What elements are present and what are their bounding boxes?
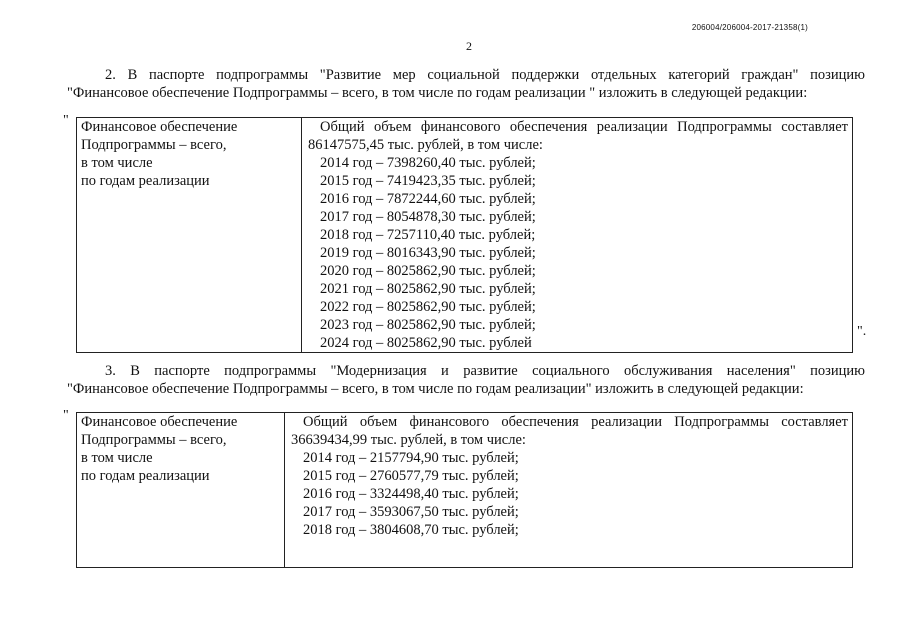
section2-year-line: 2020 год – 8025862,90 тыс. рублей; bbox=[320, 263, 536, 279]
section3-year-line: 2015 год – 2760577,79 тыс. рублей; bbox=[303, 468, 519, 484]
section3-year-line: 2016 год – 3324498,40 тыс. рублей; bbox=[303, 486, 519, 502]
section3-left-line: Подпрограммы – всего, bbox=[81, 432, 227, 448]
section2-paragraph-line1: 2. В паспорте подпрограммы "Развитие мер социальной поддержки отдельных категорий граждан" позицию bbox=[105, 67, 865, 83]
section3-year-line: 2014 год – 2157794,90 тыс. рублей; bbox=[303, 450, 519, 466]
section3-paragraph-line2: "Финансовое обеспечение Подпрограммы – всего, в том числе по годам реализации" изложить в следующей редакции: bbox=[67, 381, 804, 397]
section2-left-cell bbox=[77, 118, 302, 353]
section2-close-quote: ". bbox=[857, 324, 867, 339]
section3-paragraph bbox=[67, 362, 865, 398]
section2-year-line: 2014 год – 7398260,40 тыс. рублей; bbox=[320, 155, 536, 171]
section2-paragraph bbox=[67, 66, 865, 102]
section3-intro: Общий объем финансового обеспечения реализации Подпрограммы составляет 36639434,99 тыс. рублей, в том числе: bbox=[291, 414, 848, 448]
section2-year-line: 2015 год – 7419423,35 тыс. рублей; bbox=[320, 173, 536, 189]
section2-table bbox=[76, 117, 853, 353]
section2-paragraph-line2: "Финансовое обеспечение Подпрограммы – всего, в том числе по годам реализации " изложить в следующей редакции: bbox=[67, 85, 808, 101]
section3-left-cell bbox=[77, 413, 285, 568]
page-number: 2 bbox=[466, 39, 472, 53]
section2-year-line: 2022 год – 8025862,90 тыс. рублей; bbox=[320, 299, 536, 315]
section2-year-line: 2024 год – 8025862,90 тыс. рублей bbox=[320, 335, 532, 351]
section3-left-line: по годам реализации bbox=[81, 468, 210, 484]
section2-right-cell bbox=[302, 118, 853, 353]
section2-year-line: 2018 год – 7257110,40 тыс. рублей; bbox=[320, 227, 536, 243]
section3-open-quote: " bbox=[63, 408, 69, 423]
section2-left-line: Финансовое обеспечение bbox=[81, 119, 238, 135]
section3-right-cell bbox=[285, 413, 853, 568]
section3-paragraph-line1: 3. В паспорте подпрограммы "Модернизация и развитие социального обслуживания населения" позицию bbox=[105, 363, 865, 379]
section2-year-line: 2023 год – 8025862,90 тыс. рублей; bbox=[320, 317, 536, 333]
section2-left-line: в том числе bbox=[81, 155, 153, 171]
section2-open-quote: " bbox=[63, 113, 69, 128]
section2-year-line: 2019 год – 8016343,90 тыс. рублей; bbox=[320, 245, 536, 261]
section2-left-line: Подпрограммы – всего, bbox=[81, 137, 227, 153]
section3-year-line: 2018 год – 3804608,70 тыс. рублей; bbox=[303, 522, 519, 538]
section3-left-line: в том числе bbox=[81, 450, 153, 466]
section3-left-line: Финансовое обеспечение bbox=[81, 414, 238, 430]
section2-year-line: 2016 год – 7872244,60 тыс. рублей; bbox=[320, 191, 536, 207]
document-id: 206004/206004-2017-21358(1) bbox=[691, 23, 808, 32]
section2-intro: Общий объем финансового обеспечения реализации Подпрограммы составляет 86147575,45 тыс. рублей, в том числе: bbox=[308, 119, 848, 153]
section2-year-line: 2021 год – 8025862,90 тыс. рублей; bbox=[320, 281, 536, 297]
section3-table bbox=[76, 412, 853, 568]
section2-year-line: 2017 год – 8054878,30 тыс. рублей; bbox=[320, 209, 536, 225]
section2-left-line: по годам реализации bbox=[81, 173, 210, 189]
section3-year-line: 2017 год – 3593067,50 тыс. рублей; bbox=[303, 504, 519, 520]
